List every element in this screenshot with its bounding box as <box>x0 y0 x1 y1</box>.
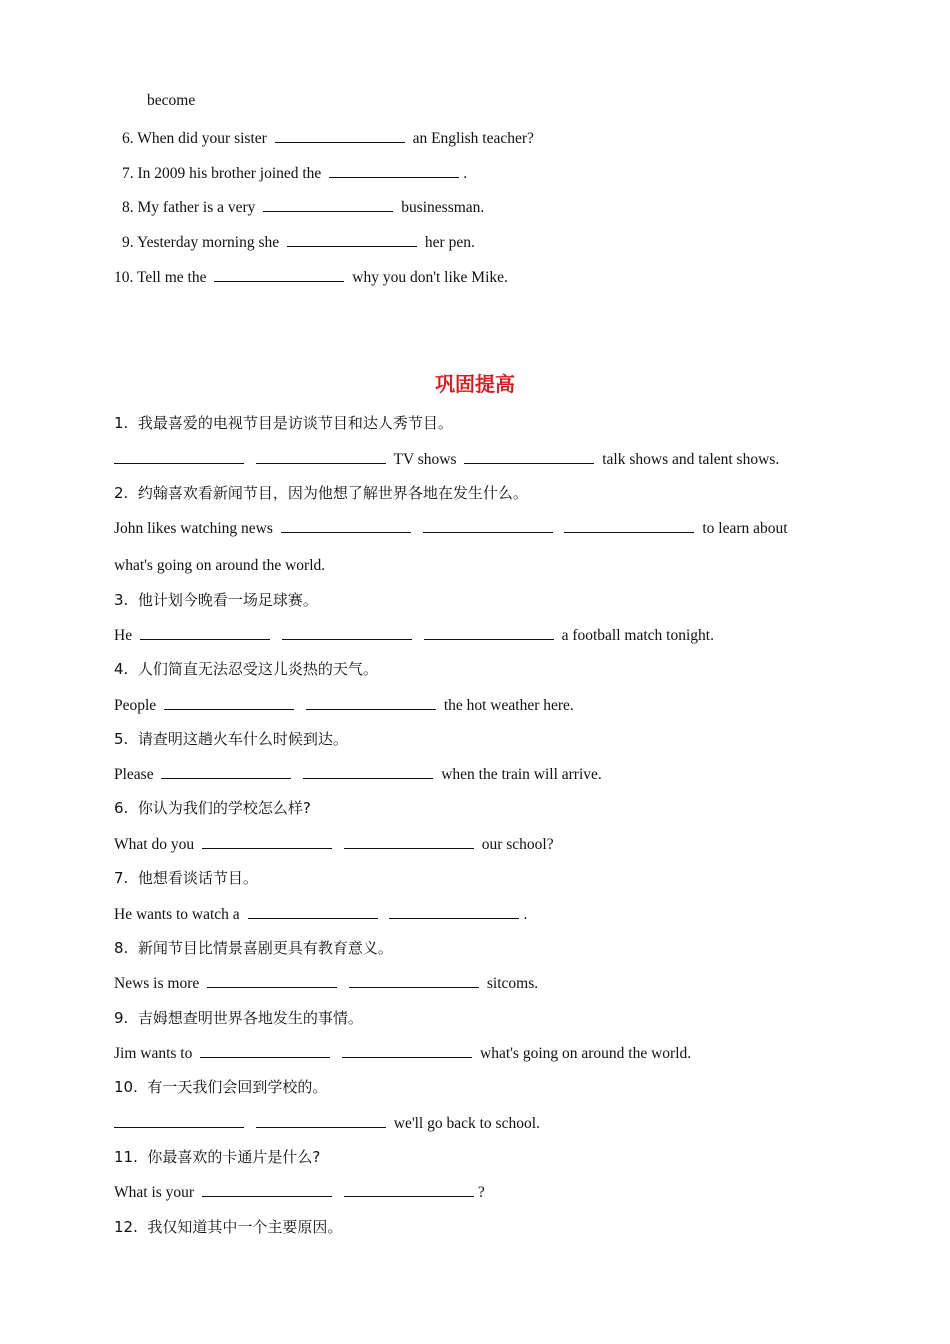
question-english: we'll go back to school. <box>114 1113 540 1134</box>
question-english: Jim wants to what's going on around the world. <box>114 1045 692 1062</box>
answer-blank[interactable] <box>114 449 244 464</box>
question-chinese: 7. 他想看谈话节目。 <box>114 869 258 887</box>
question-english: What do you our school? <box>114 836 554 853</box>
question-english: John likes watching news to learn about <box>114 520 788 537</box>
question-english: Please when the train will arrive. <box>114 766 602 783</box>
answer-blank[interactable] <box>329 163 459 178</box>
answer-blank[interactable] <box>464 449 594 464</box>
question-chinese: 5. 请查明这趟火车什么时候到达。 <box>114 730 348 748</box>
answer-blank[interactable] <box>256 1113 386 1128</box>
answer-blank[interactable] <box>389 904 519 919</box>
question-chinese: 9. 吉姆想查明世界各地发生的事情。 <box>114 1009 363 1027</box>
exercise-item: 8. My father is a very businessman. <box>122 199 485 216</box>
answer-blank[interactable] <box>248 904 378 919</box>
question-chinese: 6. 你认为我们的学校怎么样? <box>114 799 311 817</box>
answer-blank[interactable] <box>344 1182 474 1197</box>
question-chinese: 8. 新闻节目比情景喜剧更具有教育意义。 <box>114 939 393 957</box>
question-english-cont: what's going on around the world. <box>114 557 326 574</box>
answer-blank[interactable] <box>114 1113 244 1128</box>
exercise-item: 6. When did your sister an English teacher? <box>122 130 534 147</box>
question-english: He a football match tonight. <box>114 627 714 644</box>
question-chinese: 10. 有一天我们会回到学校的。 <box>114 1078 328 1096</box>
question-english: He wants to watch a . <box>114 906 528 923</box>
answer-blank[interactable] <box>306 695 436 710</box>
answer-blank[interactable] <box>202 834 332 849</box>
section-title: 巩固提高 <box>435 372 515 396</box>
question-chinese: 4. 人们简直无法忍受这儿炎热的天气。 <box>114 660 378 678</box>
answer-blank[interactable] <box>164 695 294 710</box>
exercise-item: 7. In 2009 his brother joined the . <box>122 165 468 182</box>
question-chinese: 2. 约翰喜欢看新闻节目，因为他想了解世界各地在发生什么。 <box>114 484 528 502</box>
answer-blank[interactable] <box>349 973 479 988</box>
answer-blank[interactable] <box>200 1043 330 1058</box>
answer-blank[interactable] <box>214 267 344 282</box>
question-chinese: 1. 我最喜爱的电视节目是访谈节目和达人秀节目。 <box>114 414 453 432</box>
exercise-item: 9. Yesterday morning she her pen. <box>122 234 475 251</box>
answer-blank[interactable] <box>424 625 554 640</box>
question-english: What is your ? <box>114 1184 485 1201</box>
answer-blank[interactable] <box>207 973 337 988</box>
answer-blank[interactable] <box>564 518 694 533</box>
answer-blank[interactable] <box>344 834 474 849</box>
answer-blank[interactable] <box>303 764 433 779</box>
answer-blank[interactable] <box>256 449 386 464</box>
question-english: News is more sitcoms. <box>114 975 539 992</box>
answer-blank[interactable] <box>342 1043 472 1058</box>
answer-blank[interactable] <box>287 232 417 247</box>
answer-blank[interactable] <box>275 128 405 143</box>
answer-blank[interactable] <box>423 518 553 533</box>
question-english: People the hot weather here. <box>114 697 574 714</box>
question-chinese: 11. 你最喜欢的卡通片是什么? <box>114 1148 321 1166</box>
answer-blank[interactable] <box>140 625 270 640</box>
answer-blank[interactable] <box>202 1182 332 1197</box>
exercise-item: 10. Tell me the why you don't like Mike. <box>114 269 508 286</box>
question-chinese: 12. 我仅知道其中一个主要原因。 <box>114 1218 343 1236</box>
continued-word: become <box>147 92 196 109</box>
answer-blank[interactable] <box>282 625 412 640</box>
answer-blank[interactable] <box>161 764 291 779</box>
question-chinese: 3. 他计划今晚看一场足球赛。 <box>114 591 318 609</box>
answer-blank[interactable] <box>263 197 393 212</box>
question-english: TV shows talk shows and talent shows. <box>114 449 779 470</box>
answer-blank[interactable] <box>281 518 411 533</box>
